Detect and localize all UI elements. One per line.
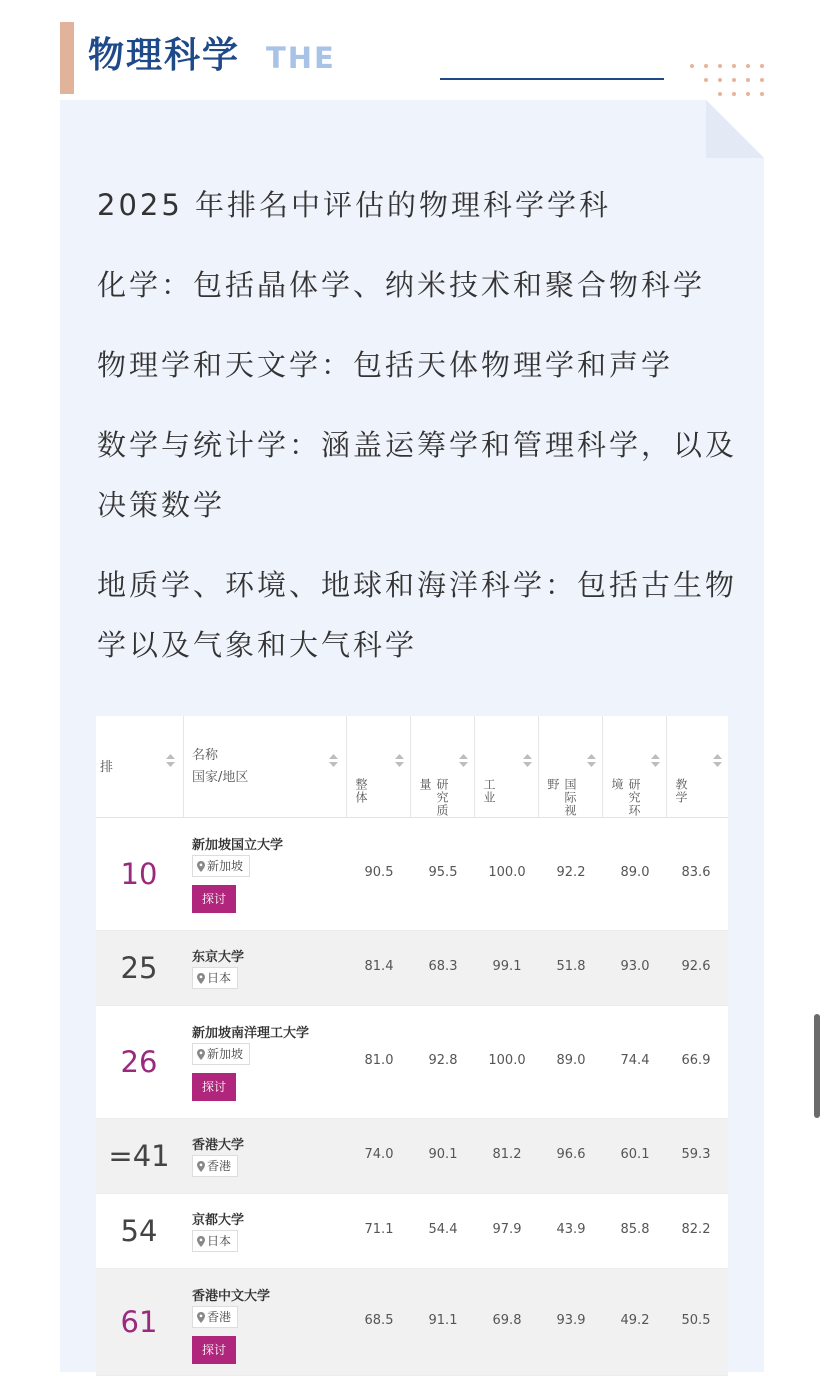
university-name-link[interactable]: 新加坡南洋理工大学 (192, 1026, 310, 1041)
intro-list (97, 175, 737, 695)
column-header-rank[interactable] (96, 716, 184, 817)
card-folded-corner (706, 100, 764, 158)
score-international: 93.9 (556, 1313, 586, 1328)
sort-icon[interactable] (459, 754, 468, 767)
column-header-teaching-label: 教学 (674, 778, 688, 804)
intro-line-2: 化学：包括晶体学、纳米技术和聚合物科学 (97, 268, 706, 302)
column-header-overall[interactable] (347, 716, 411, 817)
table-header (96, 716, 728, 818)
location-badge (192, 1230, 238, 1252)
score-industry: 81.2 (492, 1147, 522, 1162)
score-teaching: 82.2 (681, 1222, 711, 1237)
rank-value: 10 (120, 857, 158, 891)
rank-value: 61 (120, 1305, 158, 1339)
score-research-environment: 74.4 (620, 1053, 650, 1068)
column-header-name-label: 名称 (192, 748, 219, 763)
sort-icon[interactable] (523, 754, 532, 767)
column-header-research-quality-label: 研究质量 (418, 778, 449, 817)
location-pin-icon (197, 1236, 205, 1247)
rank-value: =41 (108, 1139, 170, 1173)
location-pin-icon (197, 861, 205, 872)
table-row[interactable] (96, 1006, 728, 1119)
location-pin-icon (197, 973, 205, 984)
location-badge (192, 1155, 238, 1177)
score-research-environment: 60.1 (620, 1147, 650, 1162)
score-industry: 99.1 (492, 959, 522, 974)
score-research-quality: 95.5 (428, 865, 458, 880)
score-research-environment: 93.0 (620, 959, 650, 974)
column-header-name[interactable] (184, 716, 347, 817)
scrollbar[interactable] (814, 1014, 820, 1118)
location-badge (192, 1043, 250, 1065)
location-label: 日本 (207, 1234, 232, 1248)
sort-icon[interactable] (587, 754, 596, 767)
score-teaching: 50.5 (681, 1313, 711, 1328)
table-row[interactable] (96, 1194, 728, 1269)
column-header-international[interactable] (539, 716, 603, 817)
rank-value: 54 (120, 1214, 158, 1248)
score-international: 43.9 (556, 1222, 586, 1237)
score-overall: 90.5 (364, 865, 394, 880)
column-header-rank-label: 排 (100, 760, 114, 775)
score-research-quality: 68.3 (428, 959, 458, 974)
score-teaching: 66.9 (681, 1053, 711, 1068)
location-label: 香港 (207, 1159, 232, 1173)
location-pin-icon (197, 1049, 205, 1060)
intro-line-5: 地质学、环境、地球和海洋科学：包括古生物学以及气象和大气科学 (97, 568, 738, 662)
university-name-link[interactable]: 香港中文大学 (192, 1289, 271, 1304)
column-header-research-environment-label: 研究环境 (610, 778, 641, 817)
score-industry: 100.0 (488, 865, 526, 880)
intro-line-1: 2025 年排名中评估的物理科学学科 (97, 188, 612, 222)
rank-value: 26 (120, 1045, 158, 1079)
table-row[interactable] (96, 1269, 728, 1376)
score-international: 92.2 (556, 865, 586, 880)
score-research-environment: 89.0 (620, 865, 650, 880)
score-industry: 100.0 (488, 1053, 526, 1068)
score-research-environment: 49.2 (620, 1313, 650, 1328)
explore-button[interactable]: 探讨 (192, 1336, 236, 1364)
column-header-overall-label: 整体 (354, 778, 368, 804)
score-research-quality: 92.8 (428, 1053, 458, 1068)
column-header-teaching[interactable] (667, 716, 728, 817)
score-teaching: 59.3 (681, 1147, 711, 1162)
score-international: 51.8 (556, 959, 586, 974)
column-header-industry[interactable] (475, 716, 539, 817)
page-title: 物理科学 (88, 35, 241, 76)
sort-icon[interactable] (166, 754, 175, 767)
score-overall: 74.0 (364, 1147, 394, 1162)
ranking-table (96, 716, 728, 1376)
location-label: 新加坡 (207, 859, 244, 873)
score-overall: 68.5 (364, 1313, 394, 1328)
sort-icon[interactable] (651, 754, 660, 767)
intro-line-4: 数学与统计学：涵盖运筹学和管理科学，以及决策数学 (97, 428, 738, 522)
location-badge (192, 1306, 238, 1328)
table-body (96, 818, 728, 1376)
explore-button[interactable]: 探讨 (192, 1073, 236, 1101)
column-header-research-quality[interactable] (411, 716, 475, 817)
location-badge (192, 967, 238, 989)
sort-icon[interactable] (713, 754, 722, 767)
score-overall: 81.4 (364, 959, 394, 974)
table-row[interactable] (96, 931, 728, 1006)
university-name-link[interactable]: 新加坡国立大学 (192, 838, 284, 853)
header-divider-line (440, 78, 664, 80)
location-label: 香港 (207, 1310, 232, 1324)
header-accent-bar (60, 22, 74, 94)
location-label: 日本 (207, 971, 232, 985)
score-international: 96.6 (556, 1147, 586, 1162)
score-industry: 97.9 (492, 1222, 522, 1237)
university-name-link[interactable]: 东京大学 (192, 950, 245, 965)
page-subtitle: THE (266, 41, 336, 75)
score-research-quality: 90.1 (428, 1147, 458, 1162)
column-header-region-label: 国家/地区 (192, 770, 249, 785)
score-research-environment: 85.8 (620, 1222, 650, 1237)
column-header-international-label: 国际视野 (546, 778, 577, 817)
score-research-quality: 91.1 (428, 1313, 458, 1328)
table-row[interactable] (96, 1119, 728, 1194)
score-international: 89.0 (556, 1053, 586, 1068)
rank-value: 25 (120, 951, 158, 985)
score-industry: 69.8 (492, 1313, 522, 1328)
score-teaching: 83.6 (681, 865, 711, 880)
score-teaching: 92.6 (681, 959, 711, 974)
score-overall: 81.0 (364, 1053, 394, 1068)
score-overall: 71.1 (364, 1222, 394, 1237)
location-badge (192, 855, 250, 877)
university-name-link[interactable]: 京都大学 (192, 1213, 245, 1228)
location-pin-icon (197, 1161, 205, 1172)
explore-button[interactable]: 探讨 (192, 885, 236, 913)
location-label: 新加坡 (207, 1047, 244, 1061)
column-header-research-environment[interactable] (603, 716, 667, 817)
column-header-industry-label: 工业 (482, 778, 496, 804)
sort-icon[interactable] (395, 754, 404, 767)
university-name-link[interactable]: 香港大学 (192, 1138, 245, 1153)
location-pin-icon (197, 1312, 205, 1323)
intro-line-3: 物理学和天文学：包括天体物理学和声学 (97, 348, 674, 382)
table-row[interactable] (96, 818, 728, 931)
score-research-quality: 54.4 (428, 1222, 458, 1237)
sort-icon[interactable] (329, 754, 338, 767)
